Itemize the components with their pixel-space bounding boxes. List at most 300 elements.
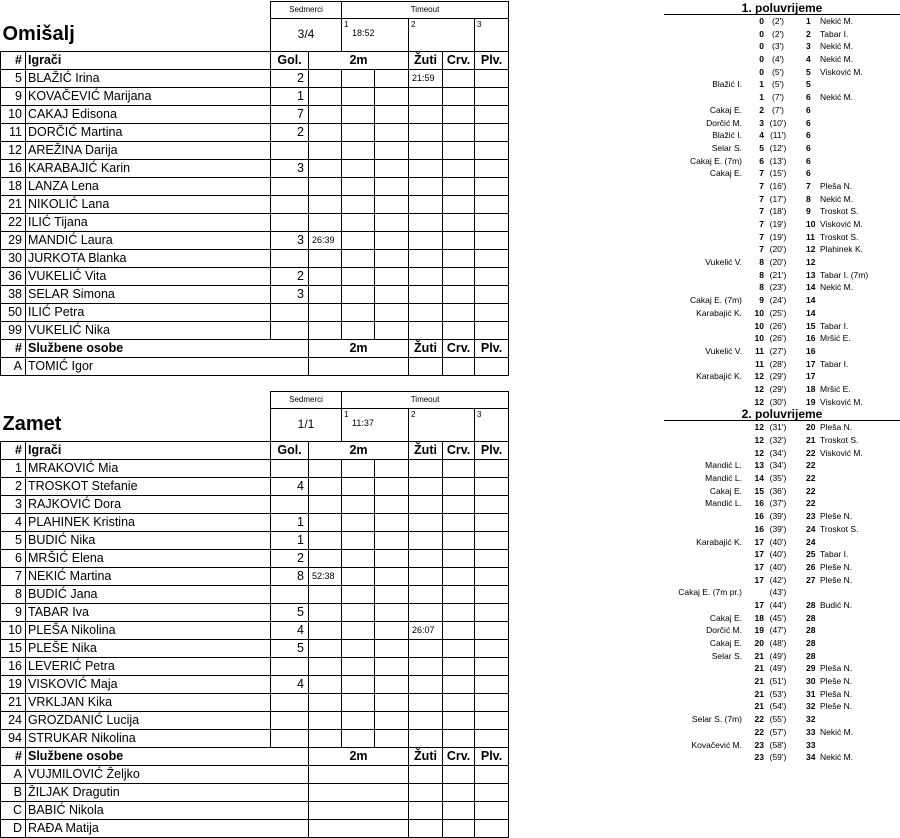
away-score: 29 xyxy=(806,663,816,674)
home-scorer: Selar S. xyxy=(711,142,742,153)
player-two-min-2 xyxy=(342,639,375,657)
home-score: 21 xyxy=(754,701,764,712)
home-scorer: Selar S. xyxy=(711,650,742,661)
event-row xyxy=(664,586,900,599)
player-blue xyxy=(475,729,509,747)
minute: (39') xyxy=(769,523,787,534)
event-row xyxy=(664,510,900,523)
player-two-min-1 xyxy=(309,657,342,675)
away-scorer: Visković M. xyxy=(820,396,863,407)
player-two-min-3 xyxy=(375,105,409,123)
event-row xyxy=(664,332,900,345)
event-row xyxy=(664,523,900,536)
event-row xyxy=(664,485,900,498)
player-two-min-3 xyxy=(375,159,409,177)
player-red xyxy=(443,267,475,285)
player-yellow xyxy=(409,177,443,195)
player-blue xyxy=(475,123,509,141)
player-two-min-3 xyxy=(375,603,409,621)
away-scorer: Pleša N. xyxy=(820,422,853,433)
player-two-min-3 xyxy=(375,459,409,477)
player-yellow xyxy=(409,123,443,141)
timeout-number: 2 xyxy=(411,20,416,29)
player-name: MANDIĆ Laura xyxy=(26,231,271,249)
player-yellow xyxy=(409,231,443,249)
away-score: 17 xyxy=(806,371,816,382)
event-row xyxy=(664,421,900,434)
player-two-min-1 xyxy=(309,159,342,177)
home-score: 12 xyxy=(754,383,764,394)
official-blue xyxy=(475,783,509,801)
player-red xyxy=(443,303,475,321)
home-score: 12 xyxy=(754,396,764,407)
event-row xyxy=(664,167,900,180)
home-score: 7 xyxy=(759,193,764,204)
player-row xyxy=(1,105,509,123)
player-goals xyxy=(271,657,309,675)
player-two-min-3 xyxy=(375,495,409,513)
event-row xyxy=(664,370,900,383)
official-blue xyxy=(475,801,509,819)
minute: (26') xyxy=(769,333,787,344)
col-two-min-header: 2m xyxy=(309,441,409,459)
home-score: 7 xyxy=(759,168,764,179)
player-blue xyxy=(475,549,509,567)
player-blue xyxy=(475,621,509,639)
official-red xyxy=(443,801,475,819)
official-row xyxy=(1,819,509,837)
player-row xyxy=(1,711,509,729)
official-name: BABIĆ Nikola xyxy=(26,801,309,819)
player-yellow xyxy=(409,477,443,495)
away-score: 16 xyxy=(806,333,816,344)
away-score: 22 xyxy=(806,485,816,496)
col-players-header: Igrači xyxy=(26,441,271,459)
player-red xyxy=(443,495,475,513)
player-two-min-2 xyxy=(342,657,375,675)
player-two-min-1 xyxy=(309,477,342,495)
player-yellow xyxy=(409,141,443,159)
away-score: 31 xyxy=(806,688,816,699)
minute: (45') xyxy=(769,612,787,623)
player-number: 29 xyxy=(1,231,26,249)
away-scorer: Pleše N. xyxy=(820,561,853,572)
timeout-time: 11:37 xyxy=(352,418,374,428)
player-two-min-3 xyxy=(375,141,409,159)
official-two-min xyxy=(309,765,409,783)
official-name: ŽILJAK Dragutin xyxy=(26,783,309,801)
player-red xyxy=(443,123,475,141)
player-name: MRŠIĆ Elena xyxy=(26,549,271,567)
player-number: 10 xyxy=(1,621,26,639)
away-scorer: Troskot S. xyxy=(820,435,859,445)
event-row xyxy=(664,637,900,650)
away-score: 3 xyxy=(806,41,811,52)
player-two-min-2 xyxy=(342,231,375,249)
event-row xyxy=(664,434,900,447)
minute: (17') xyxy=(769,193,787,204)
player-goals: 2 xyxy=(271,549,309,567)
col-red-header: Crv. xyxy=(443,339,475,357)
minute: (44') xyxy=(769,599,787,610)
home-score: 16 xyxy=(754,523,764,534)
minute: (21') xyxy=(769,269,787,280)
minute: (40') xyxy=(769,549,787,560)
home-score: 8 xyxy=(759,269,764,280)
player-red xyxy=(443,603,475,621)
away-score: 33 xyxy=(806,726,816,737)
away-scorer: Pleše N. xyxy=(820,574,853,585)
player-row xyxy=(1,495,509,513)
player-row xyxy=(1,567,509,585)
event-row xyxy=(664,358,900,371)
home-score: 11 xyxy=(755,345,764,356)
player-number: 8 xyxy=(1,585,26,603)
away-score: 15 xyxy=(806,320,816,331)
home-scorer: Cakaj E. (7m) xyxy=(690,295,742,306)
player-two-min-1 xyxy=(309,675,342,693)
home-scorer: Karabajić K. xyxy=(696,371,742,382)
event-row xyxy=(664,218,900,231)
player-two-min-2 xyxy=(342,267,375,285)
minute: (12') xyxy=(769,142,787,153)
half1-title: 1. poluvrijeme xyxy=(664,2,900,15)
official-red xyxy=(443,765,475,783)
away-score: 17 xyxy=(806,358,816,369)
player-two-min-2 xyxy=(342,477,375,495)
home-score: 10 xyxy=(754,307,764,318)
col-players-header: Igrači xyxy=(26,51,271,69)
team-name: Omišalj xyxy=(1,19,271,52)
player-blue xyxy=(475,69,509,87)
player-blue xyxy=(475,141,509,159)
player-row xyxy=(1,69,509,87)
home-scorer: Cakaj E. xyxy=(709,485,742,496)
player-number: 21 xyxy=(1,693,26,711)
col-officials-header: Službene osobe xyxy=(26,339,309,357)
player-name: KARABAJIĆ Karin xyxy=(26,159,271,177)
event-row xyxy=(664,231,900,244)
player-goals: 4 xyxy=(271,477,309,495)
player-name: TABAR Iva xyxy=(26,603,271,621)
player-yellow xyxy=(409,105,443,123)
official-yellow xyxy=(409,765,443,783)
home-score: 12 xyxy=(754,447,764,458)
timeout-3 xyxy=(475,19,509,52)
col-red-header: Crv. xyxy=(443,51,475,69)
home-score: 1 xyxy=(759,92,764,103)
event-row xyxy=(664,497,900,510)
player-red xyxy=(443,159,475,177)
official-red xyxy=(443,357,475,375)
player-yellow xyxy=(409,195,443,213)
home-score: 7 xyxy=(759,180,764,191)
minute: (40') xyxy=(769,536,787,547)
away-scorer: Pleša N. xyxy=(820,180,853,191)
player-two-min-2 xyxy=(342,285,375,303)
away-scorer: Budić N. xyxy=(820,599,853,610)
home-score: 7 xyxy=(759,206,764,217)
home-score: 0 xyxy=(759,28,764,39)
event-row xyxy=(664,650,900,663)
player-row xyxy=(1,195,509,213)
home-score: 14 xyxy=(754,473,764,484)
player-yellow xyxy=(409,495,443,513)
home-score: 0 xyxy=(759,16,764,26)
home-scorer: Mandić L. xyxy=(705,498,742,509)
official-name: TOMIĆ Igor xyxy=(26,357,309,375)
player-number: 30 xyxy=(1,249,26,267)
player-two-min-3 xyxy=(375,477,409,495)
player-name: MRAKOVIĆ Mia xyxy=(26,459,271,477)
player-goals: 4 xyxy=(271,675,309,693)
player-two-min-2 xyxy=(342,567,375,585)
home-score: 9 xyxy=(759,295,764,306)
official-name: RAĐA Matija xyxy=(26,819,309,837)
player-two-min-2 xyxy=(342,105,375,123)
away-score: 28 xyxy=(806,612,816,623)
player-two-min-3 xyxy=(375,267,409,285)
away-scorer: Visković M. xyxy=(820,447,863,458)
minute: (58') xyxy=(769,739,787,750)
home-score: 19 xyxy=(754,625,764,636)
player-two-min-1 xyxy=(309,69,342,87)
player-blue xyxy=(475,303,509,321)
player-two-min-1 xyxy=(309,105,342,123)
player-goals xyxy=(271,249,309,267)
col-officials-header: Službene osobe xyxy=(26,747,309,765)
away-score: 33 xyxy=(806,739,816,750)
player-number: 19 xyxy=(1,675,26,693)
away-score: 22 xyxy=(806,460,816,471)
player-row xyxy=(1,531,509,549)
player-red xyxy=(443,69,475,87)
player-goals: 8 xyxy=(271,567,309,585)
player-blue xyxy=(475,231,509,249)
home-score: 8 xyxy=(759,257,764,268)
player-number: 21 xyxy=(1,195,26,213)
event-row xyxy=(664,180,900,193)
player-blue xyxy=(475,603,509,621)
player-blue xyxy=(475,531,509,549)
player-goals xyxy=(271,585,309,603)
event-row xyxy=(664,28,900,41)
player-two-min-1 xyxy=(309,585,342,603)
minute: (48') xyxy=(769,638,787,648)
player-two-min-1 xyxy=(309,87,342,105)
player-two-min-2 xyxy=(342,159,375,177)
player-number: 3 xyxy=(1,495,26,513)
player-blue xyxy=(475,159,509,177)
player-two-min-2 xyxy=(342,69,375,87)
minute: (54') xyxy=(769,701,787,712)
home-score: 18 xyxy=(754,612,764,623)
event-row xyxy=(664,294,900,307)
official-blue xyxy=(475,357,509,375)
home-scorer: Mandić L. xyxy=(705,460,742,471)
player-row xyxy=(1,321,509,339)
player-yellow xyxy=(409,513,443,531)
official-red xyxy=(443,819,475,837)
player-row xyxy=(1,231,509,249)
player-goals: 5 xyxy=(271,603,309,621)
event-row xyxy=(664,536,900,549)
player-two-min-2 xyxy=(342,531,375,549)
player-blue xyxy=(475,567,509,585)
player-two-min-1 xyxy=(309,495,342,513)
away-score: 1 xyxy=(806,16,811,26)
player-goals xyxy=(271,303,309,321)
player-red xyxy=(443,675,475,693)
player-yellow xyxy=(409,531,443,549)
player-yellow xyxy=(409,729,443,747)
player-row xyxy=(1,585,509,603)
timeout-1 xyxy=(342,409,409,442)
minute: (11') xyxy=(769,130,787,141)
player-two-min-3 xyxy=(375,321,409,339)
home-scorer: Cakaj E. xyxy=(709,612,742,623)
player-blue xyxy=(475,195,509,213)
player-name: NIKOLIĆ Lana xyxy=(26,195,271,213)
away-score: 27 xyxy=(806,574,816,585)
home-scorer: Dorčić M. xyxy=(706,117,742,128)
away-score: 24 xyxy=(806,536,816,547)
home-scorer: Cakaj E. xyxy=(709,638,742,648)
player-two-min-2 xyxy=(342,513,375,531)
col-number-header: # xyxy=(1,747,26,765)
timeout-time: 18:52 xyxy=(352,28,375,38)
away-score: 14 xyxy=(806,295,816,306)
player-name: ILIĆ Tijana xyxy=(26,213,271,231)
col-yellow-header: Žuti xyxy=(409,339,443,357)
player-blue xyxy=(475,693,509,711)
player-two-min-3 xyxy=(375,585,409,603)
away-score: 6 xyxy=(806,104,811,115)
home-scorer: Cakaj E. xyxy=(709,168,742,179)
player-yellow xyxy=(409,213,443,231)
away-score: 28 xyxy=(806,599,816,610)
home-score: 22 xyxy=(754,726,764,737)
home-scorer: Dorčić M. xyxy=(706,625,742,636)
home-score: 22 xyxy=(754,714,764,725)
away-scorer: Nekić M. xyxy=(820,41,854,52)
official-row xyxy=(1,765,509,783)
event-row xyxy=(664,548,900,561)
away-scorer: Mršić E. xyxy=(820,383,851,394)
player-two-min-2 xyxy=(342,213,375,231)
official-row xyxy=(1,357,509,375)
event-row xyxy=(664,281,900,294)
player-number: 11 xyxy=(1,123,26,141)
home-score: 7 xyxy=(759,231,764,242)
away-score: 6 xyxy=(806,168,811,179)
player-yellow xyxy=(409,585,443,603)
player-blue xyxy=(475,249,509,267)
away-score: 18 xyxy=(806,383,816,394)
player-blue xyxy=(475,87,509,105)
timeout-3 xyxy=(475,409,509,442)
player-name: VUKELIĆ Nika xyxy=(26,321,271,339)
player-goals xyxy=(271,321,309,339)
away-score: 7 xyxy=(806,180,811,191)
minute: (26') xyxy=(769,320,787,331)
player-goals: 2 xyxy=(271,123,309,141)
player-two-min-3 xyxy=(375,249,409,267)
player-two-min-2 xyxy=(342,303,375,321)
official-id: A xyxy=(1,765,26,783)
event-row xyxy=(664,561,900,574)
player-number: 16 xyxy=(1,657,26,675)
player-two-min-2 xyxy=(342,675,375,693)
event-row xyxy=(664,726,900,739)
minute: (25') xyxy=(769,307,787,318)
player-red xyxy=(443,693,475,711)
event-row xyxy=(664,662,900,675)
away-scorer: Visković M. xyxy=(820,66,863,77)
team2-table xyxy=(0,391,509,838)
player-red xyxy=(443,177,475,195)
player-two-min-1 xyxy=(309,459,342,477)
away-scorer: Nekić M. xyxy=(820,54,854,65)
official-red xyxy=(443,783,475,801)
event-row xyxy=(664,675,900,688)
minute: (5') xyxy=(771,66,784,77)
player-row xyxy=(1,549,509,567)
player-two-min-2 xyxy=(342,177,375,195)
home-score: 17 xyxy=(754,599,764,610)
away-score: 9 xyxy=(806,206,811,217)
col-goals-header: Gol. xyxy=(271,51,309,69)
player-name: DORČIĆ Martina xyxy=(26,123,271,141)
timeout-2 xyxy=(409,409,475,442)
player-name: NEKIĆ Martina xyxy=(26,567,271,585)
minute: (53') xyxy=(769,688,787,699)
player-two-min-1 xyxy=(309,621,342,639)
event-row xyxy=(664,66,900,79)
officials-header-row xyxy=(1,339,509,357)
player-two-min-3 xyxy=(375,729,409,747)
player-blue xyxy=(475,459,509,477)
player-yellow xyxy=(409,693,443,711)
away-score: 16 xyxy=(806,345,816,356)
player-name: VISKOVIĆ Maja xyxy=(26,675,271,693)
away-score: 12 xyxy=(806,257,816,268)
player-number: 50 xyxy=(1,303,26,321)
official-yellow xyxy=(409,783,443,801)
official-blue xyxy=(475,765,509,783)
away-score: 13 xyxy=(806,269,816,280)
timeout-number: 2 xyxy=(411,410,416,419)
player-two-min-1 xyxy=(309,123,342,141)
home-score: 7 xyxy=(759,244,764,255)
away-score: 32 xyxy=(806,714,816,725)
home-score: 10 xyxy=(754,333,764,344)
event-row xyxy=(664,155,900,168)
home-score: 17 xyxy=(754,536,764,547)
minute: (3') xyxy=(771,41,784,52)
player-number: 16 xyxy=(1,159,26,177)
player-red xyxy=(443,639,475,657)
event-row xyxy=(664,688,900,701)
home-scorer: Blažić I. xyxy=(712,79,742,90)
away-score: 10 xyxy=(806,219,816,229)
event-row xyxy=(664,78,900,91)
minute: (59') xyxy=(769,752,787,763)
player-blue xyxy=(475,513,509,531)
player-number: 36 xyxy=(1,267,26,285)
col-two-min-header: 2m xyxy=(309,747,409,765)
minute: (5') xyxy=(771,79,784,90)
